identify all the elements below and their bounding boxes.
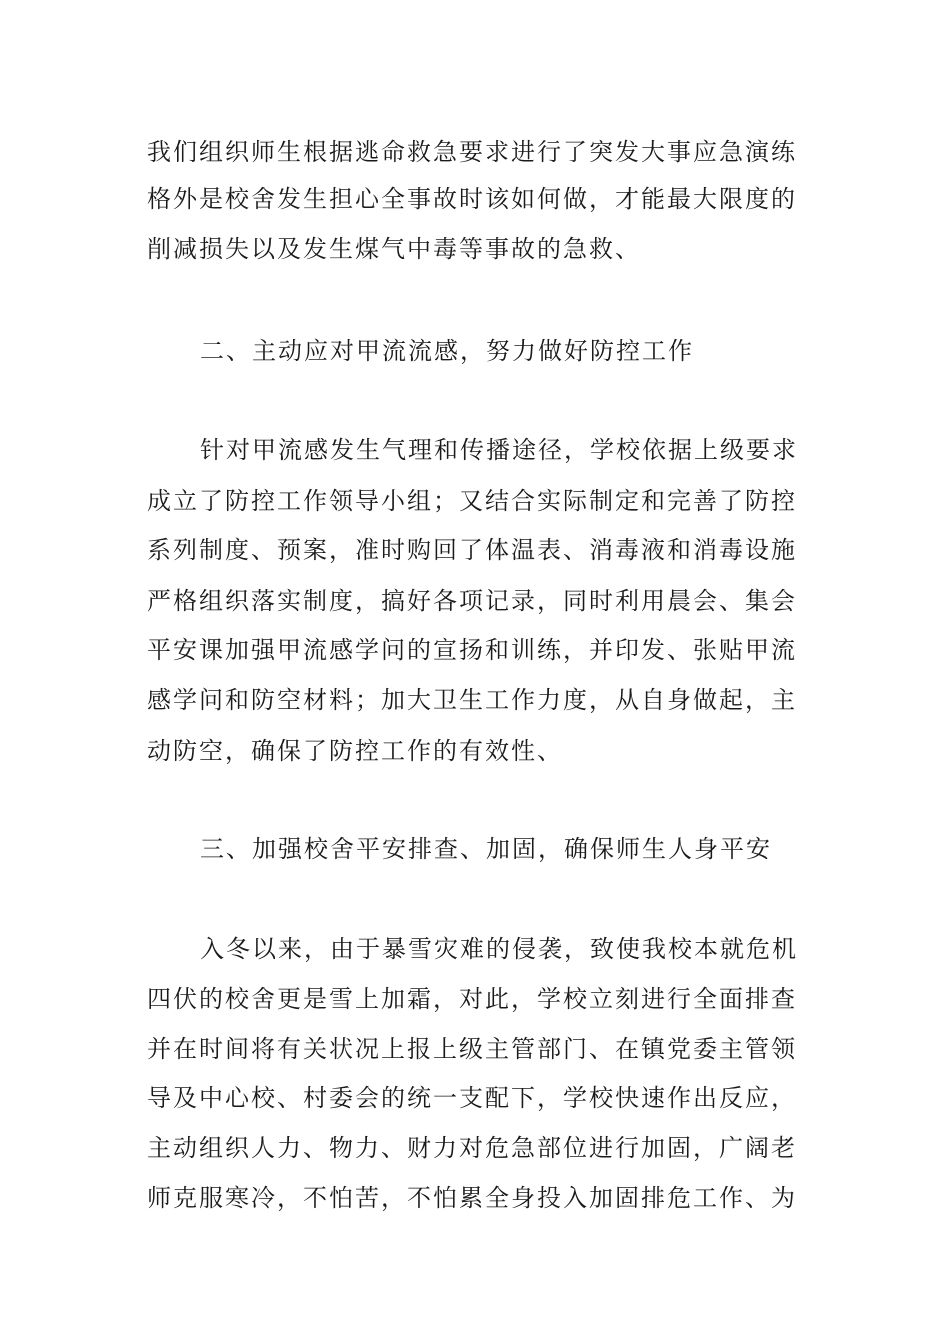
paragraph-3-line-2: 四伏的校舍更是雪上加霜，对此，学校立刻进行全面排查 — [147, 985, 797, 1013]
paragraph-2-line-4: 严格组织落实制度，搞好各项记录，同时利用晨会、集会 — [147, 587, 797, 615]
paragraph-3-line-6: 师克服寒冷，不怕苦，不怕累全身投入加固排危工作、为 — [147, 1184, 797, 1212]
paragraph-3-line-3: 并在时间将有关状况上报上级主管部门、在镇党委主管领 — [147, 1035, 797, 1063]
paragraph-2-line-3: 系列制度、预案，准时购回了体温表、消毒液和消毒设施 — [147, 536, 797, 564]
paragraph-2-line-6: 感学问和防空材料；加大卫生工作力度，从自身做起，主 — [147, 686, 797, 714]
paragraph-1-line-2: 格外是校舍发生担心全事故时该如何做，才能最大限度的 — [147, 185, 797, 213]
paragraph-3-line-1: 入冬以来，由于暴雪灾难的侵袭，致使我校本就危机 — [200, 935, 798, 963]
paragraph-3-line-5: 主动组织人力、物力、财力对危急部位进行加固，广阔老 — [147, 1134, 797, 1162]
paragraph-2-line-7: 动防空，确保了防控工作的有效性、 — [147, 737, 563, 765]
section-heading-2: 二、主动应对甲流流感，努力做好防控工作 — [200, 337, 694, 365]
paragraph-2-line-2: 成立了防控工作领导小组；又结合实际制定和完善了防控 — [147, 487, 797, 515]
paragraph-1-line-3: 削减损失以及发生煤气中毒等事故的急救、 — [147, 235, 641, 263]
paragraph-1-line-1: 我们组织师生根据逃命救急要求进行了突发大事应急演练 — [147, 138, 797, 166]
section-heading-3: 三、加强校舍平安排查、加固，确保师生人身平安 — [200, 835, 772, 863]
paragraph-2-line-5: 平安课加强甲流感学问的宣扬和训练，并印发、张贴甲流 — [147, 636, 797, 664]
paragraph-3-line-4: 导及中心校、村委会的统一支配下，学校快速作出反应， — [147, 1084, 797, 1112]
paragraph-2-line-1: 针对甲流感发生气理和传播途径，学校依据上级要求 — [200, 436, 798, 464]
